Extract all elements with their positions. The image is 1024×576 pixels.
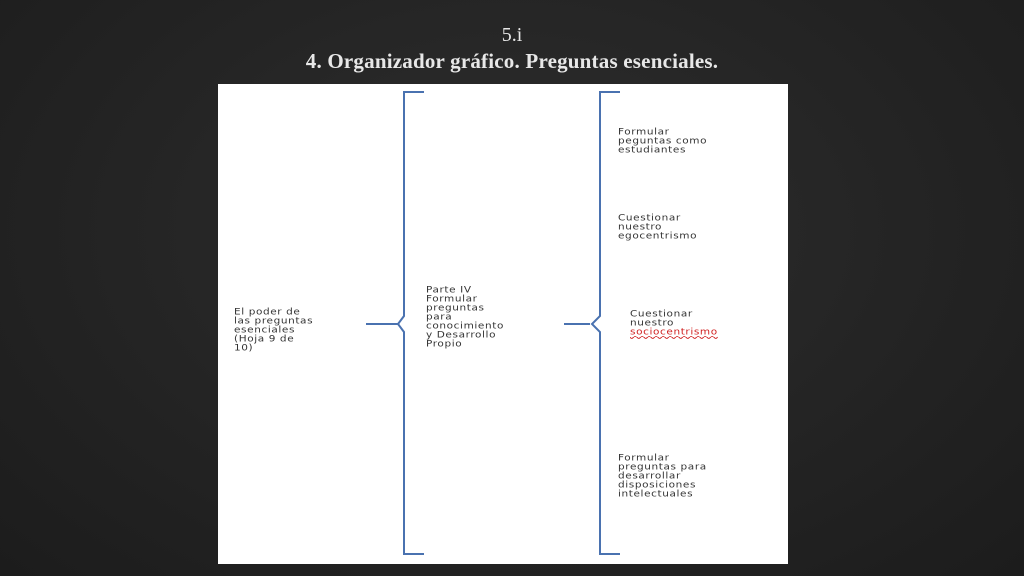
slide-number: 5.i (501, 24, 523, 46)
diagram-panel (218, 84, 788, 564)
branch-node-1: Formular peguntas como estudiantes (618, 127, 708, 156)
branch-node-4: Formular preguntas para desarrollar disposiciones intelectuales (618, 453, 707, 500)
middle-node: Parte IV Formular preguntas para conocimiento y Desarrollo Propio (426, 285, 504, 350)
branch-node-3-text: Cuestionar nuestro (630, 309, 693, 329)
branch-node-3 (630, 310, 718, 339)
brace-left (398, 92, 424, 554)
slide-title: 4. Organizador gráfico. Preguntas esenciales. (305, 49, 719, 73)
slide-header (0, 22, 1024, 74)
root-node: El poder de las preguntas esenciales (Hoja 9 de 10) (234, 307, 314, 354)
branch-node-2: Cuestionar nuestro egocentrismo (618, 213, 698, 242)
brace-right (592, 92, 620, 554)
branch-node-3-red-text: sociocentrismo (630, 327, 718, 338)
